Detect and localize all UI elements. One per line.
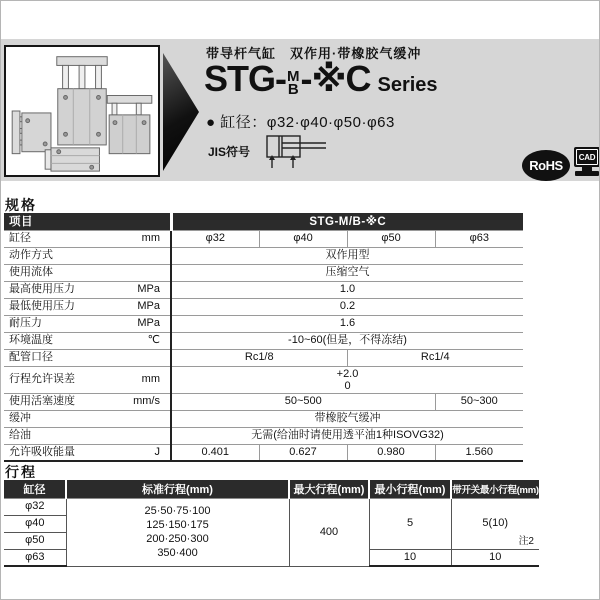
jis-cylinder-symbol-icon bbox=[266, 135, 332, 175]
spec-section-heading: 规格 bbox=[5, 197, 37, 213]
title-fraction-top: M bbox=[287, 68, 300, 85]
spec-row-operation-type: 动作方式 双作用型 bbox=[4, 247, 523, 264]
switch-min-stroke-phi63-cell: 10 bbox=[451, 549, 539, 566]
spec-header-row bbox=[4, 213, 523, 230]
bore-sizes-line: ● 缸径：φ32·φ40·φ50·φ63 bbox=[206, 114, 395, 131]
cad-badge bbox=[574, 147, 600, 181]
spec-row-max-pressure: 最高使用压力 MPa 1.0 bbox=[4, 281, 523, 298]
spec-row-stroke-tolerance: 行程允许误差 mm +2.0 0 bbox=[4, 366, 523, 393]
spec-row-port-size: 配管口径 Rc1/8 Rc1/4 bbox=[4, 349, 523, 366]
stroke-table bbox=[4, 480, 539, 567]
jis-symbol-label: JIS符号 bbox=[208, 145, 251, 159]
title-prefix: STG- bbox=[204, 58, 286, 99]
spec-row-bore: 缸径 mm φ32 φ40 φ50 φ63 bbox=[4, 230, 523, 247]
stroke-header-standard: 标准行程(mm) bbox=[66, 480, 289, 498]
max-stroke-cell: 400 bbox=[289, 498, 369, 566]
stroke-header-max: 最大行程(mm) bbox=[289, 480, 369, 498]
spec-row-cushion: 缓冲 带橡胶气缓冲 bbox=[4, 410, 523, 427]
title-fraction-bottom: B bbox=[287, 81, 299, 98]
product-title bbox=[204, 58, 438, 100]
stroke-header-switch-min: 带开关最小行程(mm) bbox=[451, 480, 539, 498]
spec-row-working-fluid: 使用流体 压缩空气 bbox=[4, 264, 523, 281]
switch-min-stroke-cell: 5(10) 注2 bbox=[451, 498, 539, 549]
spec-row-piston-speed: 使用活塞速度 mm/s 50~500 50~300 bbox=[4, 393, 523, 410]
title-fraction bbox=[287, 70, 300, 96]
spec-table bbox=[4, 213, 523, 462]
product-subtitle: 带导杆气缸 双作用·带橡胶气缓冲 bbox=[206, 46, 422, 61]
title-series: Series bbox=[377, 74, 438, 96]
spec-row-allowable-energy: 允许吸收能量 J 0.401 0.627 0.980 1.560 bbox=[4, 444, 523, 461]
stroke-section-heading: 行程 bbox=[5, 464, 37, 480]
spec-row-min-pressure: 最低使用压力 MPa 0.2 bbox=[4, 298, 523, 315]
spec-row-proof-pressure: 耐压力 MPa 1.6 bbox=[4, 315, 523, 332]
stroke-header-min: 最小行程(mm) bbox=[369, 480, 451, 498]
title-suffix: -※C bbox=[300, 58, 371, 99]
standard-strokes-cell: 25·50·75·100 125·150·175 200·250·300 350·400 bbox=[66, 498, 289, 566]
stroke-row-phi63: φ63 10 10 bbox=[4, 549, 539, 566]
min-stroke-phi63-cell: 10 bbox=[369, 549, 451, 566]
stroke-row-phi32: φ32 25·50·75·100 125·150·175 200·250·300 350·400 400 5 5(10) 注2 bbox=[4, 498, 539, 515]
stroke-row-phi50: φ50 bbox=[4, 532, 539, 549]
spec-header-series: STG-M/B-※C bbox=[171, 213, 523, 230]
footnote-ref: 注2 bbox=[518, 535, 534, 547]
stroke-header-row bbox=[4, 480, 539, 498]
stroke-header-bore: 缸径 bbox=[4, 480, 66, 498]
rohs-badge: RoHS bbox=[522, 150, 570, 181]
spec-header-item: 项目 bbox=[4, 213, 171, 230]
spec-row-lubrication: 给油 无需(给油时请使用透平油1种ISOVG32) bbox=[4, 427, 523, 444]
stroke-row-phi40: φ40 bbox=[4, 515, 539, 532]
spec-row-ambient-temperature: 环境温度 ℃ -10~60(但是，不得冻结) bbox=[4, 332, 523, 349]
product-photo bbox=[4, 45, 160, 177]
cad-monitor-icon: CAD bbox=[574, 147, 600, 167]
min-stroke-cell: 5 bbox=[369, 498, 451, 549]
product-photo-illustration bbox=[6, 47, 158, 175]
